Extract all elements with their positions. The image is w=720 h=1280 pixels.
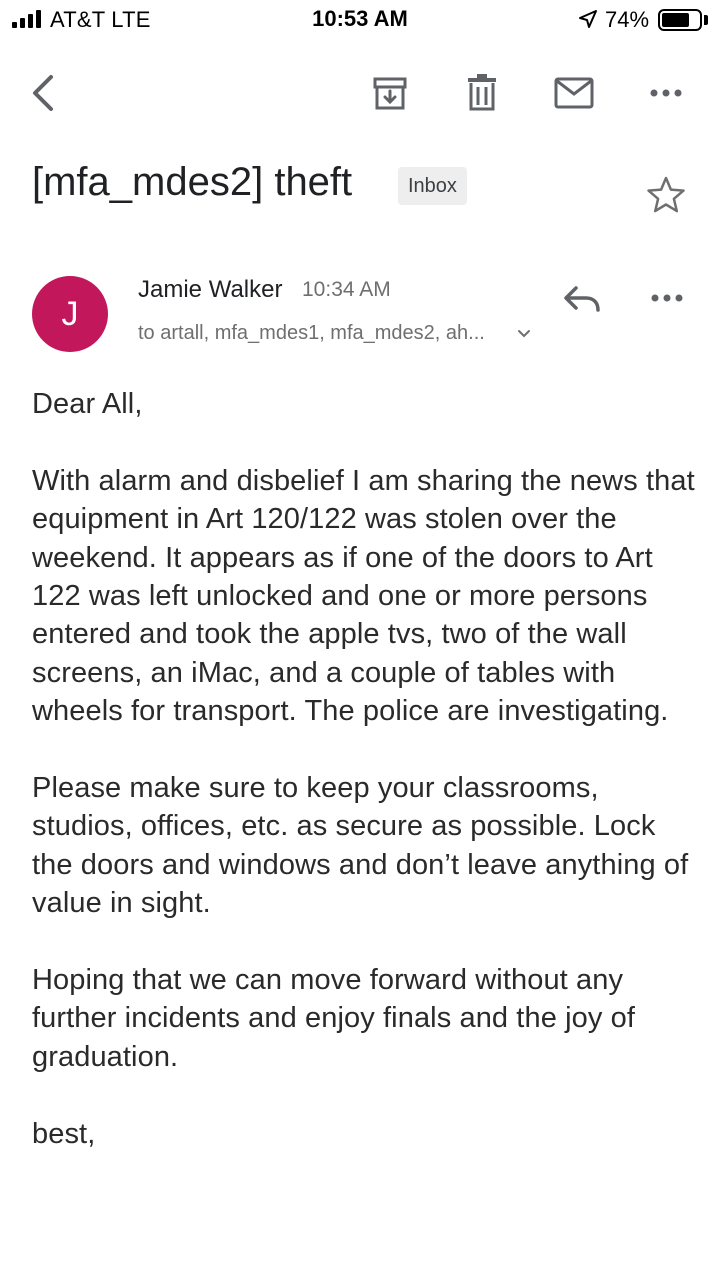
body-paragraph: With alarm and disbelief I am sharing the news that equipment in Art 120/122 was stolen over the weekend. It appears as if one of the doors to Art 122 was left unlocked and one or more persons entered and took the apple tvs, two of the wall screens, an iMac, and a couple of tables with wheels for transport. The police are investigating. [32,464,695,728]
sent-time: 10:34 AM [302,278,391,301]
status-time: 10:53 AM [312,6,408,31]
archive-button[interactable] [360,60,420,126]
message-more-button[interactable] [638,280,696,316]
delete-button[interactable] [452,60,512,126]
body-signoff: best, [32,1117,96,1150]
email-body [32,385,702,1153]
more-options-button[interactable] [636,60,696,126]
reply-icon[interactable] [560,280,604,320]
status-bar [0,0,720,40]
archive-icon [372,75,408,111]
email-subject: [mfa_mdes2] theft [32,160,353,204]
chevron-down-icon[interactable] [514,326,534,342]
mail-icon [554,77,594,109]
email-toolbar [0,60,720,126]
location-arrow-icon [578,9,598,29]
more-horizontal-icon [650,293,684,303]
sender-name[interactable]: Jamie Walker [138,276,283,303]
trash-icon [466,74,498,112]
battery-percent: 74% [605,7,650,32]
sender-avatar[interactable]: J [32,276,108,352]
inbox-label-chip[interactable]: Inbox [398,167,467,205]
body-greeting: Dear All, [32,388,143,420]
back-arrow-icon [27,73,57,113]
recipients-summary[interactable]: to artall, mfa_mdes1, mfa_mdes2, ah... [138,322,485,344]
battery-nub [704,15,708,25]
more-horizontal-icon [649,88,683,98]
body-paragraph: Please make sure to keep your classrooms, studios, offices, etc. as secure as possible. Lock the doors and windows and don’t leave anything of value in sight. [32,772,689,920]
subject-row [32,160,692,220]
body-paragraph: Hoping that we can move forward without any further incidents and enjoy finals and the joy of graduation. [32,964,635,1073]
battery-fill [662,13,689,27]
back-button[interactable] [12,60,72,126]
mark-unread-button[interactable] [544,60,604,126]
carrier-label: AT&T LTE [50,7,151,32]
star-icon[interactable] [646,175,686,215]
battery-icon [658,9,702,31]
